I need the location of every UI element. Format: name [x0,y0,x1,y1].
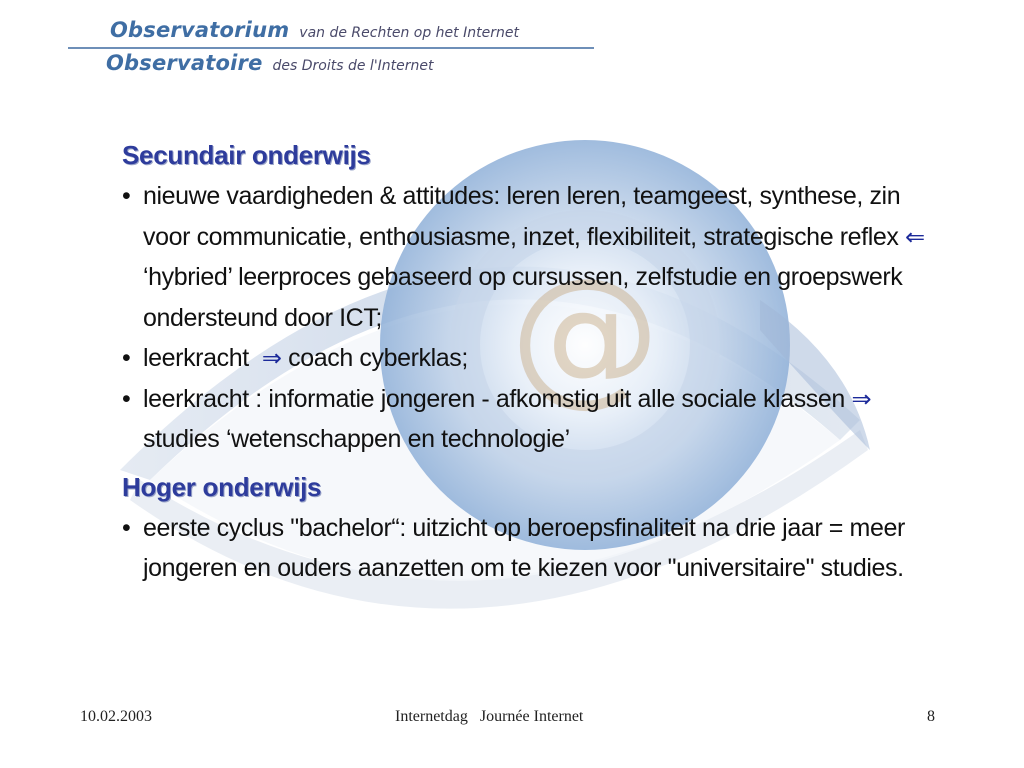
bullet-dot: • [122,513,131,542]
observatorium-logo [68,14,598,84]
right-double-arrow-icon: ⇒ [851,384,872,413]
bullet-text: nieuwe vaardigheden & attitudes: leren leren, teamgeest, synthese, zin voor communicatie, enthousiasme, inzet, flexibiliteit, strategische reflex [143,182,906,251]
footer-date: 10.02.2003 [80,708,152,725]
bullet-text: leerkracht : informatie jongeren - afkomstig uit alle sociale klassen [143,384,852,413]
bullet-dot: • [122,344,131,372]
slide-content [122,138,952,589]
bullet-dot: • [122,384,131,413]
bullet-text-continued: coach cyberklas; [281,344,468,372]
logo-divider [68,47,594,49]
logo-nl-subtitle: van de Rechten op het Internet [299,25,519,41]
logo-fr-title: Observatoire [106,51,263,75]
heading-secundair-onderwijs: Secundair onderwijs [122,140,371,170]
bullet-text-continued: ‘hybried’ leerproces gebaseerd op cursussen, zelfstudie en groepswerk ondersteund door ICT; [143,263,903,332]
logo-dutch-line [110,18,519,42]
bullet-text: leerkracht [143,344,262,372]
logo-french-line [106,51,434,75]
heading-hoger-onderwijs: Hoger onderwijs [122,471,322,502]
bullet-text-continued: studies ‘wetenschappen en technologie’ [143,425,570,453]
bullet-item [122,176,952,338]
svg-text:@: @ [510,247,660,421]
logo-fr-subtitle: des Droits de l'Internet [272,58,434,74]
footer-title: Internetdag Journée Internet [395,708,584,725]
bullet-item [122,338,952,379]
bullet-item [122,508,952,589]
bullet-text: eerste cyclus "bachelor“: uitzicht op beroepsfinaliteit na drie jaar = meer jongeren en ouders aanzetten om te kiezen voor "universitaire" studies. [143,513,905,582]
left-double-arrow-icon: ⇐ [905,222,925,251]
bullet-item [122,379,952,460]
bullet-dot: • [122,182,131,210]
right-double-arrow-icon: ⇒ [261,344,282,372]
logo-nl-title: Observatorium [110,18,290,42]
page-number: 8 [927,708,935,725]
